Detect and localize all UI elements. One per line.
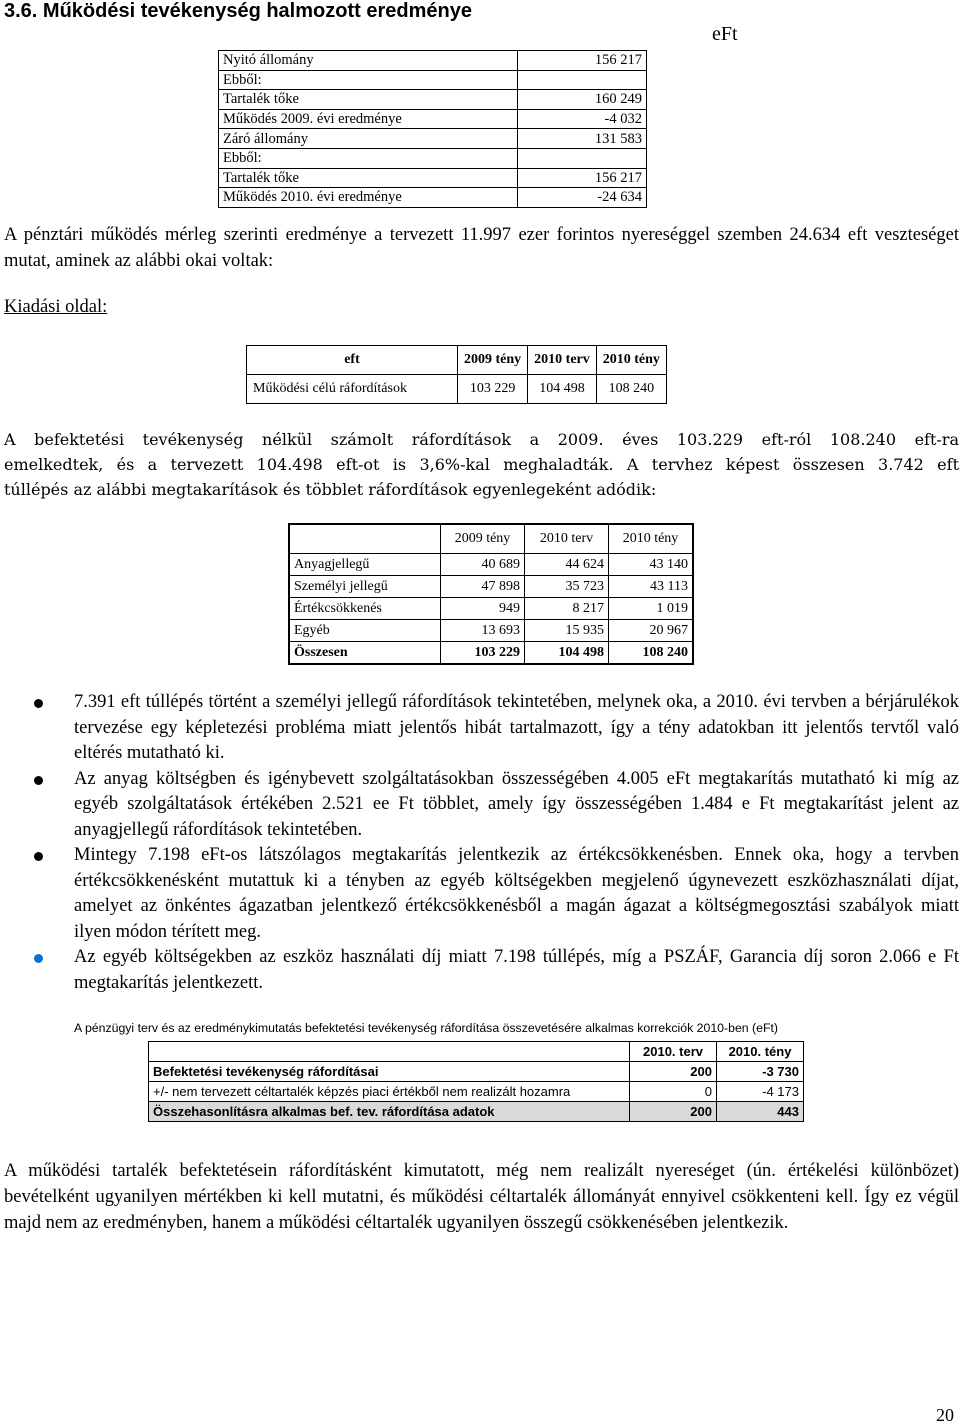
paragraph-line: emelkedtek, és a tervezett 104.498 eft-ot is 3,6%-kal meghaladták. A tervhez képest összesen 3.742 eft bbox=[4, 455, 959, 474]
bullet-icon bbox=[34, 776, 43, 785]
cell-value: 108 240 bbox=[596, 375, 666, 404]
row-label: Személyi jellegű bbox=[289, 576, 441, 598]
cell-value: 35 723 bbox=[525, 576, 609, 598]
cell-value: 43 140 bbox=[609, 554, 694, 576]
table-row bbox=[149, 1062, 804, 1082]
paragraph-reserve: A működési tartalék befektetésein ráfordításként kimutatott, még nem realizált nyereséget (ún. értékelési különbözet) bevételként ugyanilyen mértékben ki kell mutatni, és működési céltartalék állományát ennyivel csökkenteni kell. Így ez végül majd nem az eredményben, hanem a működési céltartalék ugyanilyen összegű csökkenésében jelentkezik. bbox=[4, 1161, 959, 1233]
bullet-icon bbox=[34, 954, 43, 963]
cell-value: 20 967 bbox=[609, 620, 694, 642]
header-cell bbox=[289, 524, 441, 554]
cell-value: 13 693 bbox=[441, 620, 525, 642]
table-row bbox=[219, 148, 647, 168]
expense-table bbox=[246, 345, 667, 404]
cell-value: 200 bbox=[630, 1102, 717, 1122]
header-cell: eft bbox=[247, 346, 458, 375]
table-total-row bbox=[149, 1102, 804, 1122]
table-row bbox=[219, 188, 647, 208]
table-row bbox=[219, 70, 647, 90]
header-cell: 2010 tény bbox=[609, 524, 694, 554]
row-value: -4 032 bbox=[518, 109, 647, 129]
table-row bbox=[149, 1082, 804, 1102]
cell-value: 949 bbox=[441, 598, 525, 620]
table-row bbox=[219, 168, 647, 188]
bullet-icon bbox=[34, 852, 43, 861]
paragraph-line: A befektetési tevékenység nélkül számolt ráfordítások a 2009. éves 103.229 eft-ról 108.240 eft-ra bbox=[4, 430, 959, 449]
cell-value: 0 bbox=[630, 1082, 717, 1102]
table-row bbox=[289, 598, 693, 620]
row-value: 160 249 bbox=[518, 90, 647, 110]
correction-caption: A pénzügyi terv és az eredménykimutatás befektetési tevékenység ráfordítása összevetésére alkalmas korrekciók 2010-ben (eFt) bbox=[74, 1021, 779, 1035]
cell-value: 104 498 bbox=[525, 642, 609, 665]
list-item bbox=[34, 843, 959, 945]
row-value: 131 583 bbox=[518, 129, 647, 149]
bullet-list bbox=[34, 690, 959, 996]
table-row bbox=[289, 554, 693, 576]
bullet-text: 7.391 eft túllépés történt a személyi jellegű ráfordítások tekintetében, melynek oka, a 2010. évi tervben a bérjárulékok tervezése egy képletezési probléma miatt jelentős hibát tartalmazott, így a tény adatokban itt jelentős tervtől való eltérés mutatható ki. bbox=[74, 692, 959, 763]
paragraph-expenses bbox=[4, 427, 959, 502]
row-label: Befektetési tevékenység ráfordításai bbox=[149, 1062, 630, 1082]
header-cell: 2009 tény bbox=[458, 346, 528, 375]
cell-value: 103 229 bbox=[441, 642, 525, 665]
table-header-row bbox=[289, 524, 693, 554]
cell-value: -4 173 bbox=[717, 1082, 804, 1102]
table-row bbox=[219, 90, 647, 110]
bullet-text: Az anyag költségben és igénybevett szolgáltatásokban összességében 4.005 eFt megtakarítás mutatható ki míg az egyéb szolgáltatások értékében 2.521 ee Ft többlet, amely így összességében 1.484 e Ft megtakarítást jelent az anyagjellegű ráfordítások tekintetében. bbox=[74, 768, 959, 840]
row-label: Működés 2009. évi eredménye bbox=[219, 109, 518, 129]
paragraph-result: A pénztári működés mérleg szerinti eredménye a tervezett 11.997 ezer forintos nyereséggel szemben 24.634 eft veszteséget mutat, aminek az alábbi okai voltak: bbox=[4, 225, 959, 271]
row-label: +/- nem tervezett céltartalék képzés piaci értékből nem realizált hozamra bbox=[149, 1082, 630, 1102]
row-label: Működés 2010. évi eredménye bbox=[219, 188, 518, 208]
bullet-text: Mintegy 7.198 eFt-os látszólagos megtakarítás jelentkezik az értékcsökkenésben. Ennek oka, hogy a tervben értékcsökkenésként mutattuk ki a tényben az egyéb költségekben megjelenő úgynevezett eszközhasználati díjat, amelyet az önkéntes ágazatban jelentkező értékcsökkenésből a magán ágazat a költségmegosztási szabályok miatt ilyen módon térített meg. bbox=[74, 845, 959, 942]
row-label: Ebből: bbox=[219, 148, 518, 168]
row-label: Anyagjellegű bbox=[289, 554, 441, 576]
breakdown-table bbox=[288, 523, 694, 665]
table-row bbox=[219, 51, 647, 71]
header-cell bbox=[149, 1042, 630, 1062]
row-value bbox=[518, 70, 647, 90]
table-row bbox=[289, 620, 693, 642]
table-total-row bbox=[289, 642, 693, 665]
row-value: -24 634 bbox=[518, 188, 647, 208]
row-value: 156 217 bbox=[518, 168, 647, 188]
cell-value: 47 898 bbox=[441, 576, 525, 598]
row-value bbox=[518, 148, 647, 168]
cell-value: 40 689 bbox=[441, 554, 525, 576]
cell-value: 44 624 bbox=[525, 554, 609, 576]
row-label: Működési célú ráfordítások bbox=[247, 375, 458, 404]
table-header-row bbox=[247, 346, 667, 375]
list-item bbox=[34, 690, 959, 767]
header-cell: 2010. tény bbox=[717, 1042, 804, 1062]
list-item bbox=[34, 945, 959, 996]
row-label: Egyéb bbox=[289, 620, 441, 642]
table-row bbox=[247, 375, 667, 404]
table-row bbox=[289, 576, 693, 598]
row-label: Nyitó állomány bbox=[219, 51, 518, 71]
section-title: 3.6. Működési tevékenység halmozott eredménye bbox=[4, 0, 472, 22]
bullet-icon bbox=[34, 699, 43, 708]
header-cell: 2010. terv bbox=[630, 1042, 717, 1062]
row-label: Értékcsökkenés bbox=[289, 598, 441, 620]
row-label: Záró állomány bbox=[219, 129, 518, 149]
cell-value: 43 113 bbox=[609, 576, 694, 598]
row-label: Ebből: bbox=[219, 70, 518, 90]
paragraph-line: túllépés az alábbi megtakarítások és többlet ráfordítások egyenlegeként adódik: bbox=[4, 480, 657, 499]
row-label: Tartalék tőke bbox=[219, 90, 518, 110]
row-label: Tartalék tőke bbox=[219, 168, 518, 188]
cell-value: 103 229 bbox=[458, 375, 528, 404]
cell-value: -3 730 bbox=[717, 1062, 804, 1082]
page-number: 20 bbox=[936, 1405, 954, 1425]
table-row bbox=[219, 109, 647, 129]
cell-value: 108 240 bbox=[609, 642, 694, 665]
cell-value: 1 019 bbox=[609, 598, 694, 620]
row-value: 156 217 bbox=[518, 51, 647, 71]
list-item bbox=[34, 767, 959, 844]
row-label: Összehasonlításra alkalmas bef. tev. ráfordítása adatok bbox=[149, 1102, 630, 1122]
bullet-text: Az egyéb költségekben az eszköz használati díj miatt 7.198 túllépés, míg a PSZÁF, Garancia díj soron 2.066 e Ft megtakarítás jelentkezett. bbox=[74, 947, 959, 993]
cell-value: 15 935 bbox=[525, 620, 609, 642]
header-cell: 2010 terv bbox=[525, 524, 609, 554]
table-row bbox=[219, 129, 647, 149]
header-cell: 2009 tény bbox=[441, 524, 525, 554]
cell-value: 104 498 bbox=[528, 375, 597, 404]
unit-label: eFt bbox=[712, 23, 738, 45]
result-table bbox=[218, 50, 647, 208]
cell-value: 200 bbox=[630, 1062, 717, 1082]
header-cell: 2010 tény bbox=[596, 346, 666, 375]
correction-table bbox=[148, 1041, 804, 1122]
row-label: Összesen bbox=[289, 642, 441, 665]
header-cell: 2010 terv bbox=[528, 346, 597, 375]
table-header-row bbox=[149, 1042, 804, 1062]
cell-value: 8 217 bbox=[525, 598, 609, 620]
expense-side-heading: Kiadási oldal: bbox=[4, 297, 108, 317]
cell-value: 443 bbox=[717, 1102, 804, 1122]
